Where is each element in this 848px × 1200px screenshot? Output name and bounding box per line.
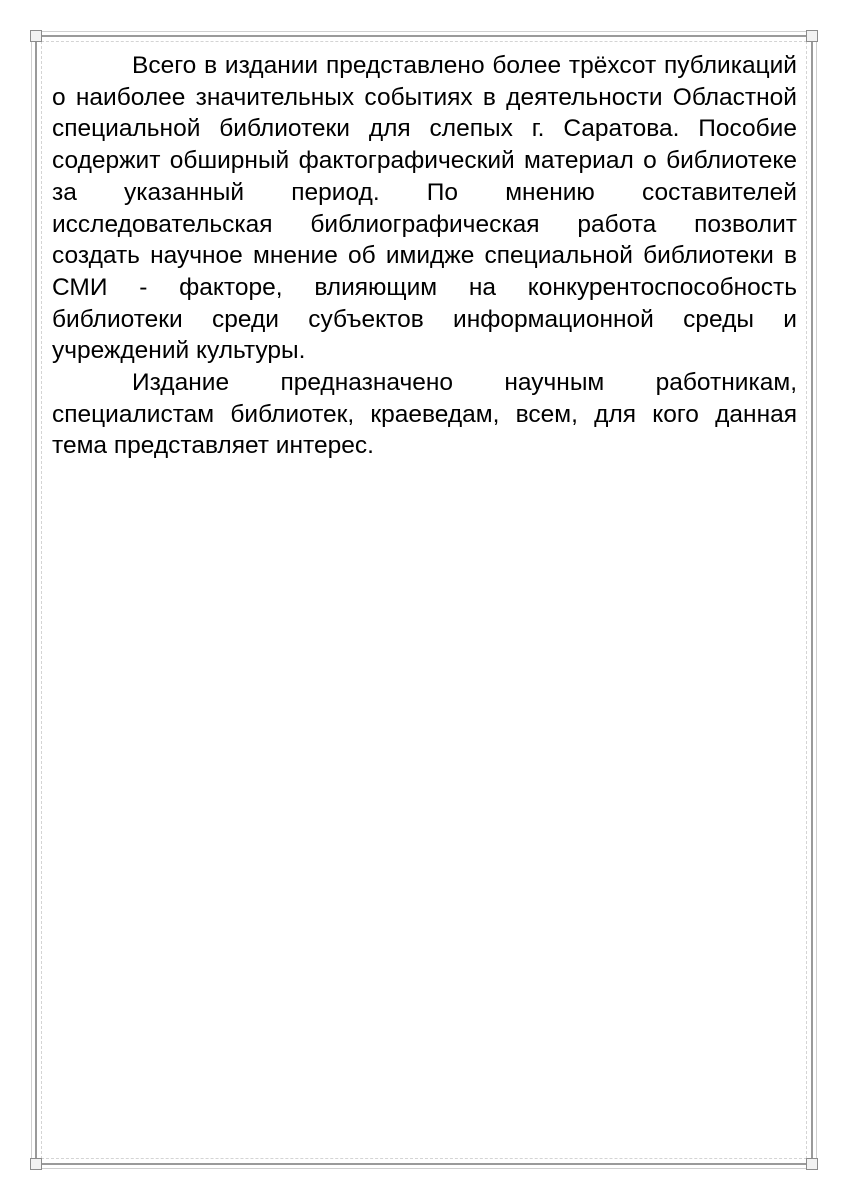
paragraph-publication-overview: Всего в издании представлено более трёхсот публикаций о наиболее значительных событиях в деятельности Областной специальной библиотеки для слепых г. Саратова. Пособие содержит обширный фактографический материал о библиотеке за указанный период. По мнению составителей исследовательская библиографическая работа позволит создать научное мнение об имидже специальной библиотеки в СМИ - факторе, влияющим на конкурентоспособность библиотеки среди субъектов информационной среды и учреждений культуры.: [52, 52, 797, 365]
frame-corner-bottom-left: [30, 1158, 42, 1170]
paragraph-target-audience: Издание предназначено научным работникам, специалистам библиотек, краеведам, всем, для кого данная тема представляет интерес.: [52, 369, 797, 460]
frame-corner-bottom-right: [806, 1158, 818, 1170]
frame-corner-top-left: [30, 30, 42, 42]
frame-corner-top-right: [806, 30, 818, 42]
document-body: [52, 50, 797, 462]
